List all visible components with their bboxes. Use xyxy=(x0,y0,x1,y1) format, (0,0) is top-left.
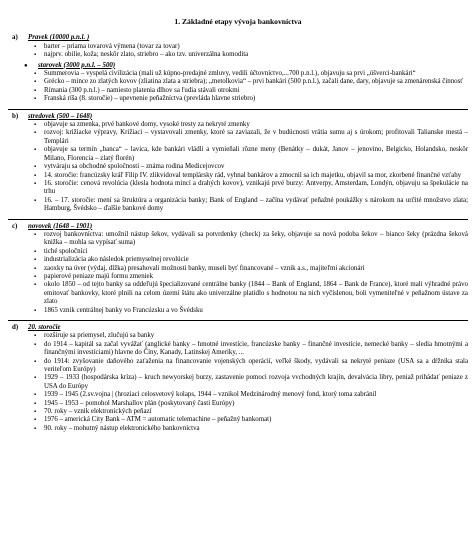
page-title: 1. Základné etapy vývoja bankovníctva xyxy=(174,17,302,26)
section-letter: d) xyxy=(12,324,19,331)
list-item: ▪ Franská ríša (8. storočie) – upevnenie peňažníctva (prevláda hlavne striebro) xyxy=(34,95,468,103)
section-title: novovek (1648 – 1901) xyxy=(28,222,93,230)
divider xyxy=(8,109,468,110)
list-item: ▪ barter – priama tovarová výmena (tovar za tovar) xyxy=(34,43,468,51)
document-page xyxy=(8,0,468,433)
list-item: ▪ vytváraju sa obchodné spoločnosti – známa rodina Medicejovcov xyxy=(34,163,468,171)
section-20-storocie xyxy=(8,324,468,433)
list-item: ▪ objavuje sa termín „banca“ – lavica, kde bankári vládli a vymieňali rôzne meny (Benátky – dukát, Janov – jenovino, Belgicko, Holandsko, neskôr Milano, Florencia – zlatý florén) xyxy=(34,146,468,163)
section-letter: c) xyxy=(12,222,18,230)
list-item: ▪ 90. roky – mohutný nástup elektronického bankovníctva xyxy=(34,425,468,433)
list-item: ▪ industrializácia ako následok priemyselnej revolúcie xyxy=(34,256,468,264)
list-item: ▪ najprv. obilie, koža; neskôr zlato, striebro – ako tzv. univerzálna komodita xyxy=(34,51,468,59)
list-item: ▪ papierové peniaze majú formu zmeniek xyxy=(34,273,468,281)
list-item: ▪ 1939 – 1945 (2.sv.vojna | (hroziaci celosvetový kolaps, 1944 – vznikol Medzinárodný menový fond, ktorý toma zabránil xyxy=(34,391,468,399)
list-item: ▪ Rímania (300 p.n.l.) – namiesto platenia dlhov sa ľudia stávali otrokmi xyxy=(34,87,468,95)
divider xyxy=(8,219,468,220)
section-title: Pravek (10000 p.n.l. ) xyxy=(28,34,90,42)
list-item: ▪ rozvoj bankovníctva: umožnil nástup šekov, vydávali sa potvrdenky (check) za šeky, objavuje sa nová podoba šekov – bianco šeky (prázdna šeková knižka – mohla sa vypísať suma) xyxy=(34,231,468,248)
section-letter: a) xyxy=(12,34,18,42)
list-item: ▪ rozširuje sa priemysel, zlučujú sa banky xyxy=(34,332,468,340)
list-item: ▪ 16. – 17. storočie: mení sa štruktúra a organizácia banky; Bank of England – začína vydávať peňažné poukážky s nárokom na určité množstvo zlata; Hamburg, Švédsko – ďalšie bankové domy xyxy=(34,197,468,214)
item-list xyxy=(8,70,468,104)
section-heading xyxy=(8,223,468,231)
section-title: 20. storočie xyxy=(28,324,61,331)
list-item: ▪ 70. roky – vznik elektronických peňazí xyxy=(34,408,468,416)
section-heading xyxy=(8,324,468,332)
list-item: ▪ Grécko – mince zo zlatých kovov (zliatina zlata a striebra); „metolkovia“ – prvi bankári (500 p.n.l.), začali dane, dary, objavuje sa zmenárenská činnosť xyxy=(34,78,468,86)
list-item: ▪ okolo 1850 – od tejto banky sa oddeľujú špecializované centrálne banky (1844 – Bank of England, 1864 – Bank de France), ktoré mali výhradné právo emitovať bankovky, ktoré plnili na celom území štátu ako univerzálne platidlo s hodnotou na nich vyčíslenou, boli vymeniteľné v peňažnom ústave za zlato xyxy=(34,281,468,306)
section-heading xyxy=(8,113,468,121)
list-item: ▪ do 1914 – kapitál sa začal vyvážať (anglické banky – hmotné investície, francúzske banky – finančné investície, nemecké banky – sledia hmotnými a finančnými investíciami) hlavne do Číny, Kanady, Latinskej Ameriky, ... xyxy=(34,341,468,358)
list-item: ▪ tiché spoločníci xyxy=(34,248,468,256)
item-list xyxy=(8,43,468,60)
list-item: ▪ rozvoj: križiacke výpravy, Križiaci – vystavovali zmenky, ktoré sa zaviazali, že v budúcnosti vrátia sumu aj s úrokom; profitovali Talianske mestá – Templári xyxy=(34,129,468,146)
subsection-title: starovek (3000 p.n.l. – 500) xyxy=(38,61,116,69)
list-item: ▪ 1976 – americká City Bank – ATM = automatic telemachine – peňažný bankomat) xyxy=(34,416,468,424)
subsection-heading xyxy=(8,62,468,70)
list-item: ▪ 1945 – 1953 – pomohol Marshallov plán (poskytovaný časti Európy) xyxy=(34,400,468,408)
list-item: ▪ objavuje sa zmenka, prvé bankové domy, vysoké tresty za nekryté zmenky xyxy=(34,121,468,129)
bullet-icon: ● xyxy=(24,62,28,69)
section-stredovek xyxy=(8,113,468,214)
section-letter: b) xyxy=(12,112,19,120)
list-item: ▪ do 1914: zvyšovanie daňového zaťaženia na financovanie vojenských operácií, veľké škody, vydávali sa nekryté peniaze (USA sa a dŕžnika stala veriteľom Európy) xyxy=(34,358,468,375)
item-list xyxy=(8,332,468,433)
section-pravek xyxy=(8,34,468,103)
list-item: ▪ 14. storočie: francúzsky kráľ Filip IV. zlikvidoval templársky rád, vyhnal bankárov a zmocnil sa ich majetku, objavil sa mor, zkorbené finančné vzťahy xyxy=(34,172,468,180)
list-item: ▪ Summerovia – vyspelá civilizácia (mali už kúpno-predajné zmluvy, vedili účtovníctvo,...700 p.n.l.), objavuju sa prvi „úšverci-bankári“ xyxy=(34,70,468,78)
section-title: stredovek (500 – 1648) xyxy=(28,112,93,120)
section-heading xyxy=(8,34,468,42)
section-novovek xyxy=(8,223,468,315)
list-item: ▪ 16. storočie: cenová revolúcia (klesla hodnota mincí a drahých kovov), vznikajú prvé burzy: Antverpy, Amsterdam, Londýn, objavuju sa špekulácie na trhu xyxy=(34,180,468,197)
list-item: ▪ 1865 vznik centrálnej banky vo Francúzsku a vo Švédsku xyxy=(34,307,468,315)
divider xyxy=(8,320,468,321)
item-list xyxy=(8,231,468,315)
list-item: ▪ zaoxky na úver (výdaj, dlžka) presahovali možnosti banky, museli byť financované – vznik a.s., majiteľmi akcionári xyxy=(34,265,468,273)
list-item: ▪ 1929 – 1933 (hospodárska kríza) – kruch newyorskej burzy, zastavenie pomoci rozvoja vvchodných krajín, devalvácia libry, peniaž prihádať peniaze z USA do Európy xyxy=(34,374,468,391)
item-list xyxy=(8,121,468,213)
